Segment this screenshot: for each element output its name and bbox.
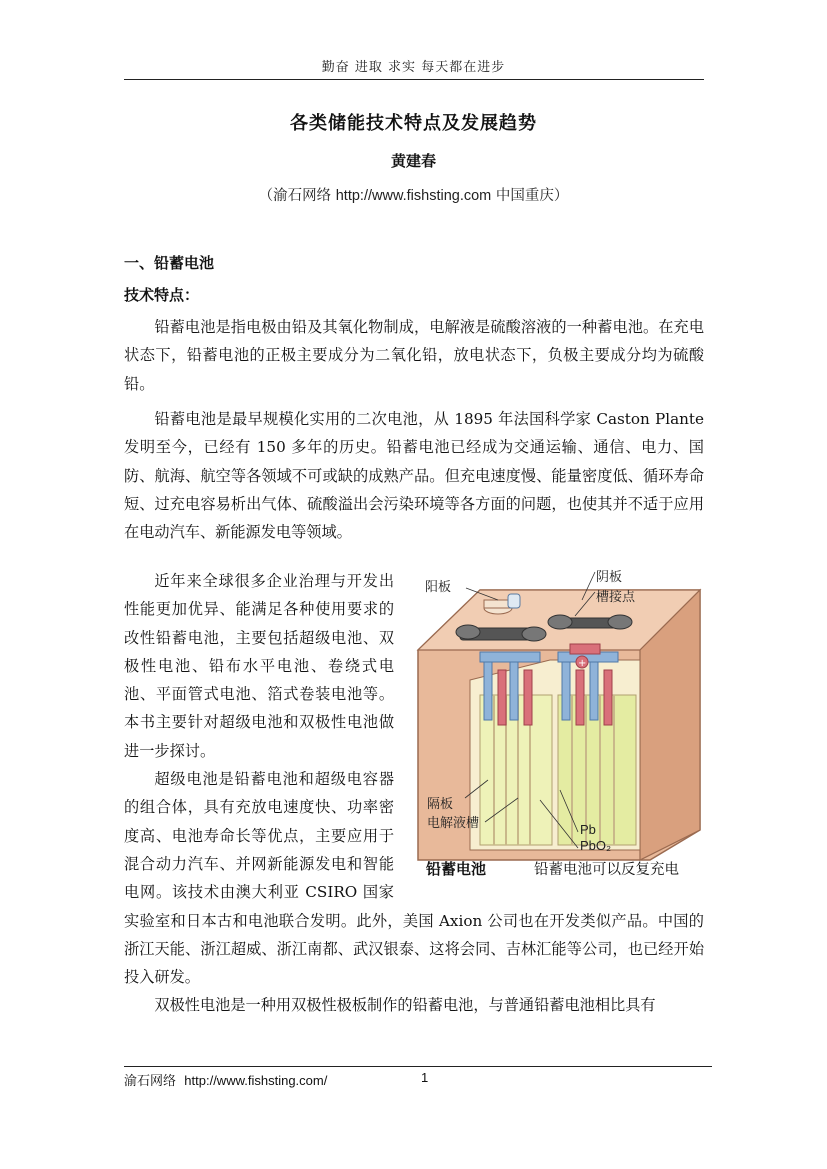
page-footer (124, 1070, 327, 1089)
affiliation-close: 中国重庆） (491, 188, 569, 204)
affiliation (0, 184, 827, 205)
label-separator: 隔板 (427, 797, 454, 812)
document-title: 各类储能技术特点及发展趋势 (290, 113, 537, 134)
footer-divider (124, 1066, 712, 1067)
paragraph-2: 铅蓄电池是最早规模化实用的二次电池，从 1895 年法国科学家 Caston Plante 发明至今，已经有 150 多年的历史。铅蓄电池已经成为交通运输、通信、电力、国防、航海、航空等各领域不可或缺的成熟产品。但充电速度慢、能量密度低、循环寿命短、过充电容易析出气体、硫酸溢出会污染环境等各方面的问题，也使其并不适于应用在电动汽车、新能源发电等领域。 (124, 410, 704, 542)
label-cathode: 阴板 (596, 570, 623, 585)
label-electrolyte: 电解液槽 (427, 816, 480, 831)
label-terminal: 槽接点 (596, 590, 636, 605)
paragraph-3: 近年来全球很多企业治理与开发出性能更加优异、能满足各种使用要求的改性铅蓄电池，主要包括超级电池、双极性电池、铅布水平电池、卷绕式电池、平面管式电池、箔式卷装电池等。本书主要针对超级电池和双极性电池做进一步探讨。 (124, 572, 394, 760)
page-number: 1 (421, 1070, 429, 1085)
label-pb: Pb (580, 822, 596, 837)
affiliation-open: （渝石网络 (258, 188, 336, 204)
section-subheading: 技术特点： (124, 286, 200, 304)
paragraph-5: 双极性电池是一种用双极性极板制作的铅蓄电池，与普通铅蓄电池相比具有 (154, 996, 656, 1015)
affiliation-url: http://www.fishsting.com (335, 188, 492, 204)
svg-text:+: + (578, 658, 587, 669)
author-name: 黄建春 (390, 152, 436, 170)
footer-site: 渝石网络 (124, 1074, 177, 1089)
paragraph-1: 铅蓄电池是指电极由铅及其氧化物制成，电解液是硫酸溶液的一种蓄电池。在充电状态下，铅蓄电池的正极主要成分为二氧化铅，放电状态下，负极主要成分均为硫酸铅。 (124, 318, 704, 393)
label-anode: 阳板 (425, 580, 452, 595)
label-pbo2: PbO₂ (580, 838, 612, 853)
lead-acid-battery-diagram (410, 560, 712, 882)
section-heading: 一、铅蓄电池 (124, 254, 215, 272)
figure-caption-right: 铅蓄电池可以反复充电 (534, 862, 679, 878)
figure-caption-left: 铅蓄电池 (426, 860, 487, 878)
header-divider (124, 79, 704, 80)
page-header: 勤奋 进取 求实 每天都在进步 (321, 60, 506, 75)
footer-url[interactable]: http://www.fishsting.com/ (184, 1073, 328, 1088)
paragraph-4: 超级电池是铅蓄电池和超级电容器的组合体，具有充放电速度快、功率密度高、电池寿命长等优点，主要应用于混合动力汽车、并网新能源发电和智能电网。该技术由澳大利亚 CSIRO 国家实验室和日本古和电池联合发明。此外，美国 Axion 公司也在开发类似产品。中国的浙江天能、浙江超威、浙江南都、武汉银泰、这将会同、吉林汇能等公司，也已经开始投入研发。 (124, 770, 704, 987)
